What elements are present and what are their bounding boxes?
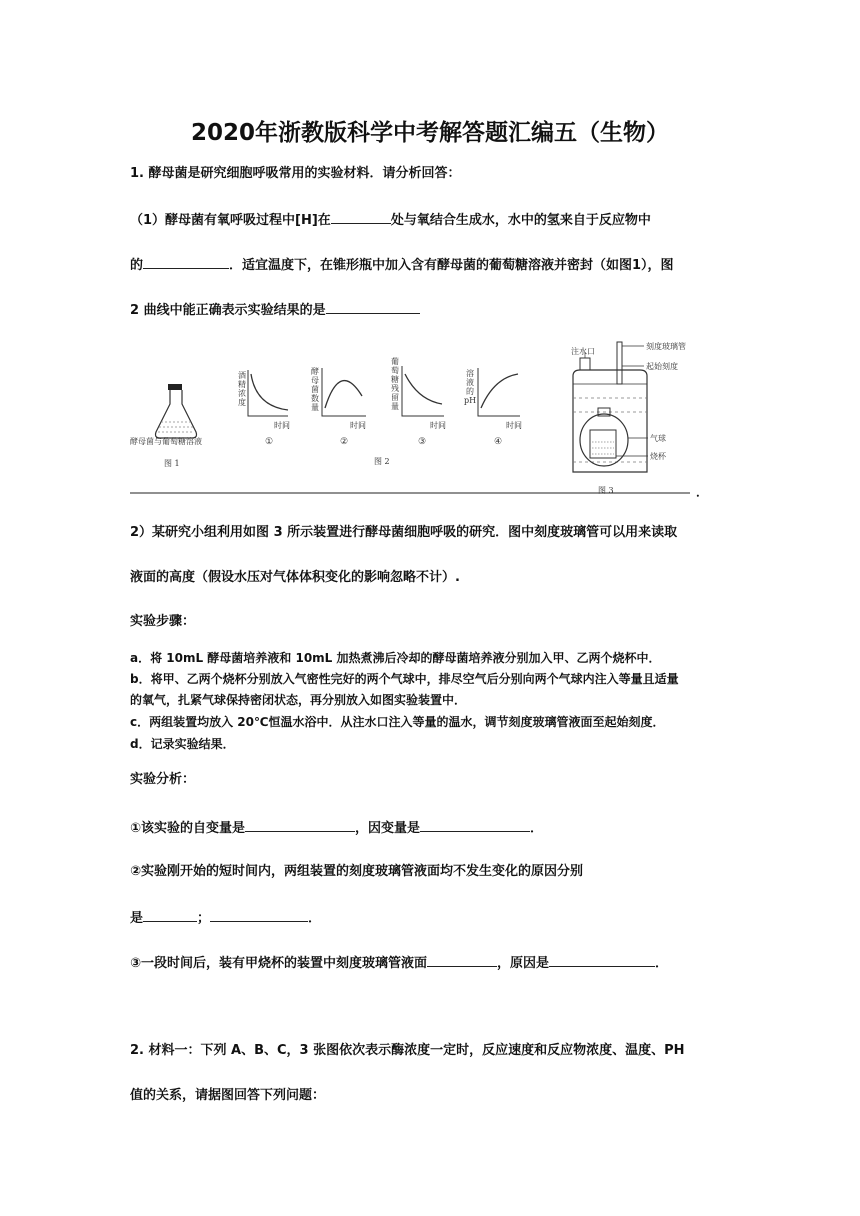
graph2-ylabel-5: 量 [311, 403, 319, 412]
a3-text-a: ③一段时间后，装有甲烧杯的装置中刻度玻璃管液面 [130, 956, 428, 971]
graph4-ylabel-3: 的 [466, 387, 474, 396]
answer-blank-3[interactable] [326, 301, 420, 314]
answer-blank-1[interactable] [331, 211, 391, 224]
graph-3 [391, 356, 446, 447]
q1-p1-text-d: ．适宜温度下，在锥形瓶中加入含有酵母菌的葡萄糖溶液并密封（如图1），图 [229, 258, 674, 273]
graph1-ylabel-2: 精 [238, 380, 246, 389]
graph-4 [464, 368, 522, 447]
graph-1 [238, 370, 290, 447]
q1-part2-line2: 液面的高度（假设水压对气体体积变化的影响忽略不计）. [130, 570, 460, 585]
fig3-tube-label: 刻度玻璃管 [646, 342, 686, 351]
step-c: c．两组装置均放入 20℃恒温水浴中．从注水口注入等量的温水，调节刻度玻璃管液面至起始刻度． [130, 715, 665, 729]
q1-part1-line2 [130, 256, 674, 274]
answer-blank-10[interactable] [549, 954, 655, 967]
analysis-1 [130, 819, 543, 837]
graph1-ylabel-4: 度 [238, 398, 246, 407]
q1-p1-text-b: 处与氧结合生成水，水中的氢来自于反应物中 [390, 213, 651, 228]
answer-blank-9[interactable] [427, 954, 497, 967]
flask-figure [156, 384, 197, 438]
graph1-ylabel-1: 酒 [238, 371, 246, 380]
graph4-number: ④ [494, 437, 503, 447]
q1-part1-line1 [130, 211, 651, 229]
a3-text-c: ． [655, 956, 669, 971]
answer-blank-8[interactable] [210, 909, 308, 922]
graph4-ylabel-4: pH [464, 396, 477, 405]
figures-illustration [128, 338, 728, 500]
q1-p1-text-e: 2 曲线中能正确表示实验结果的是 [130, 303, 326, 318]
a1-text-b: ，因变量是 [355, 821, 421, 836]
graph3-ylabel-6: 量 [391, 402, 399, 411]
graph-2 [311, 366, 366, 447]
a1-text-c: ． [530, 821, 544, 836]
fig1-label: 酵母菌与葡萄糖溶液 [130, 437, 202, 446]
fig3-start-label: 起始刻度 [646, 362, 678, 371]
fig3-caption: 图 3 [598, 486, 614, 495]
fig1-caption: 图 1 [164, 459, 180, 468]
graph1-xlabel: 时间 [274, 421, 290, 430]
q1-stem: 1. 酵母菌是研究细胞呼吸常用的实验材料．请分析回答： [130, 166, 461, 181]
graph4-xlabel: 时间 [506, 421, 522, 430]
graph3-ylabel-5: 留 [391, 393, 399, 402]
a1-text-a: ①该实验的自变量是 [130, 821, 246, 836]
graph3-number: ③ [418, 437, 427, 447]
graph3-ylabel-3: 糖 [391, 375, 399, 384]
answer-blank-6[interactable] [420, 819, 530, 832]
graph3-ylabel-4: 残 [391, 384, 399, 393]
graph1-number: ① [265, 437, 274, 447]
q1-part1-line3 [130, 301, 420, 319]
analysis-2-line2 [130, 909, 321, 927]
graph3-ylabel-2: 萄 [391, 366, 399, 375]
fig3-beaker-label: 烧杯 [650, 452, 666, 461]
graph2-ylabel-2: 母 [311, 376, 319, 385]
a2-text-b: 是 [130, 911, 144, 926]
q1-p1-text-c: 的 [130, 258, 144, 273]
apparatus-figure [573, 342, 648, 472]
analysis-title: 实验分析： [130, 772, 196, 787]
graph1-ylabel-3: 浓 [238, 389, 246, 398]
answer-blank-7[interactable] [143, 909, 197, 922]
graph3-ylabel-1: 葡 [391, 357, 399, 366]
a2-text-d: ． [308, 911, 322, 926]
graph4-ylabel-1: 溶 [466, 369, 474, 378]
step-b-line2: 的氧气，扎紧气球保持密闭状态，再分别放入如图实验装置中． [130, 693, 467, 707]
answer-blank-5[interactable] [245, 819, 355, 832]
graph2-number: ② [340, 437, 349, 447]
analysis-2-line1: ②实验刚开始的短时间内，两组装置的刻度玻璃管液面均不发生变化的原因分别 [130, 864, 584, 879]
graph4-ylabel-2: 液 [466, 378, 474, 387]
answer-line-end-dot: ． [696, 485, 709, 499]
a2-text-c: ； [197, 911, 211, 926]
step-b-line1: b．将甲、乙两个烧杯分别放入气密性完好的两个气球中，排尽空气后分别向两个气球内注入等量且适量 [130, 672, 679, 686]
q2-line2: 值的关系，请据图回答下列问题： [130, 1088, 326, 1103]
step-a: a．将 10mL 酵母菌培养液和 10mL 加热煮沸后冷却的酵母菌培养液分别加入甲、乙两个烧杯中． [130, 651, 661, 665]
graph2-ylabel-1: 酵 [311, 367, 319, 376]
fig2-caption: 图 2 [374, 457, 390, 466]
graph3-xlabel: 时间 [430, 421, 446, 430]
q2-line1: 2. 材料一：下列 A、B、C，3 张图依次表示酶浓度一定时，反应速度和反应物浓度、温度、PH [130, 1043, 685, 1058]
answer-blank-2[interactable] [143, 256, 229, 269]
graph2-ylabel-3: 菌 [311, 385, 319, 394]
q1-part2-line1: 2）某研究小组利用如图 3 所示装置进行酵母菌细胞呼吸的研究．图中刻度玻璃管可以用来读取 [130, 525, 678, 540]
a3-text-b: ，原因是 [497, 956, 550, 971]
fig3-inlet-label: 注水口 [571, 347, 595, 356]
analysis-3 [130, 954, 668, 972]
steps-title: 实验步骤： [130, 614, 196, 629]
step-d: d．记录实验结果． [130, 737, 235, 751]
fig3-balloon-label: 气球 [650, 434, 666, 443]
graph2-ylabel-4: 数 [311, 394, 319, 403]
q1-p1-text-a: （1）酵母菌有氧呼吸过程中[H]在 [130, 213, 331, 228]
page-title: 2020年浙教版科学中考解答题汇编五（生物） [190, 120, 669, 146]
graph2-xlabel: 时间 [350, 421, 366, 430]
